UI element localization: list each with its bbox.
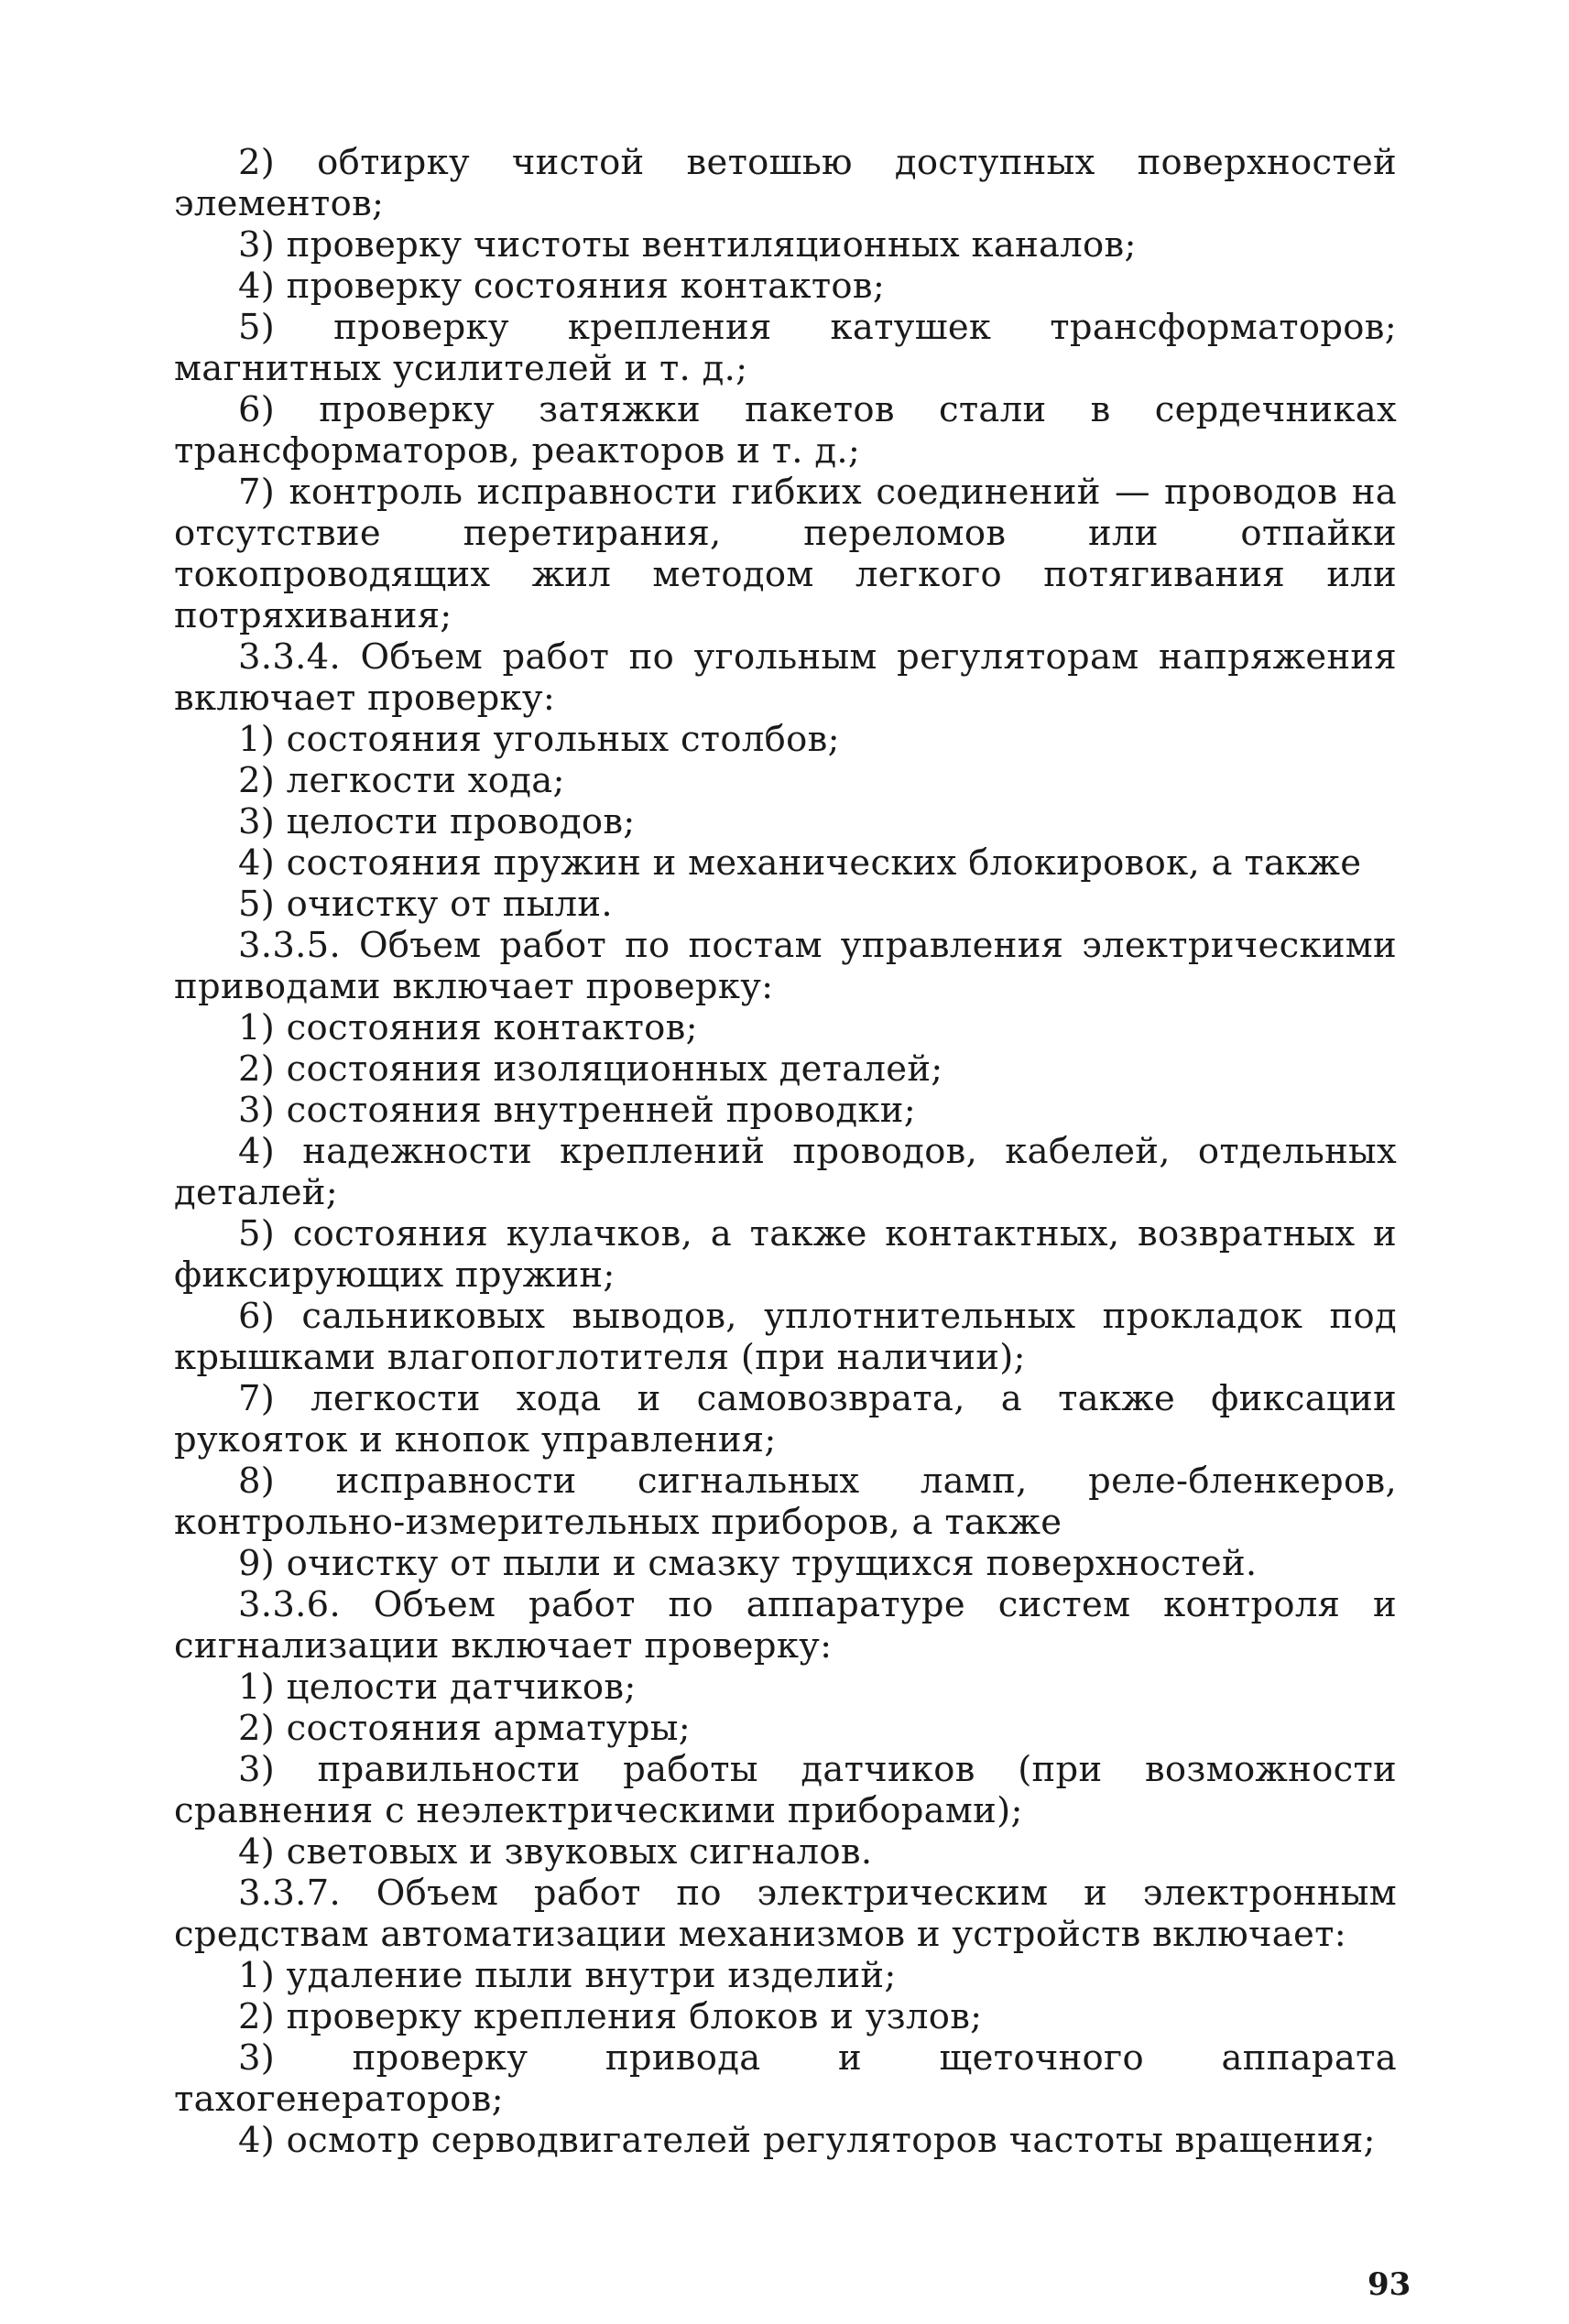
list-item: 2) состояния изоляционных деталей; xyxy=(238,1048,943,1090)
list-item: 9) очистку от пыли и смазку трущихся поверхностей. xyxy=(238,1543,1258,1584)
list-item: 8) исправности сигнальных ламп, реле-бленкеров, контрольно-измерительных приборов, а также xyxy=(174,1461,1397,1543)
list-item: 2) обтирку чистой ветошью доступных поверхностей элементов; xyxy=(174,142,1397,224)
section-paragraph-3-3-5: 3.3.5. Объем работ по постам управления электрическими приводами включает проверку: xyxy=(174,925,1397,1007)
list-item: 2) состояния арматуры; xyxy=(238,1708,691,1749)
list-item: 5) очистку от пыли. xyxy=(238,884,613,925)
list-item: 3) правильности работы датчиков (при возможности сравнения с неэлектрическими приборами); xyxy=(174,1749,1397,1831)
list-item: 1) состояния угольных столбов; xyxy=(238,719,840,760)
list-item: 5) проверку крепления катушек трансформаторов; магнитных усилителей и т. д.; xyxy=(174,307,1397,389)
list-item: 3) проверку привода и щеточного аппарата тахогенераторов; xyxy=(174,2037,1397,2120)
list-item: 7) контроль исправности гибких соединений — проводов на отсутствие перетирания, переломов или отпайки токопроводящих жил методом легкого потягивания или потряхивания; xyxy=(174,472,1397,636)
list-item: 6) сальниковых выводов, уплотнительных прокладок под крышками влагопоглотителя (при наличии); xyxy=(174,1296,1397,1378)
list-item: 5) состояния кулачков, а также контактных, возвратных и фиксирующих пружин; xyxy=(174,1213,1397,1296)
list-item: 1) целости датчиков; xyxy=(238,1667,637,1708)
list-item: 3) состояния внутренней проводки; xyxy=(238,1090,917,1131)
list-item: 4) проверку состояния контактов; xyxy=(238,266,886,307)
list-item: 3) проверку чистоты вентиляционных каналов; xyxy=(238,224,1137,266)
list-item: 4) световых и звуковых сигналов. xyxy=(238,1831,873,1873)
list-item: 7) легкости хода и самовозврата, а также фиксации рукояток и кнопок управления; xyxy=(174,1378,1397,1461)
section-paragraph-3-3-7: 3.3.7. Объем работ по электрическим и электронным средствам автоматизации механизмов и устройств включает: xyxy=(174,1873,1397,1955)
list-item: 4) осмотр серводвигателей регуляторов частоты вращения; xyxy=(238,2120,1376,2161)
page-body xyxy=(174,142,1397,2161)
list-item: 4) надежности креплений проводов, кабелей, отдельных деталей; xyxy=(174,1131,1397,1213)
section-paragraph-3-3-4: 3.3.4. Объем работ по угольным регуляторам напряжения включает проверку: xyxy=(174,636,1397,719)
list-item: 6) проверку затяжки пакетов стали в сердечниках трансформаторов, реакторов и т. д.; xyxy=(174,389,1397,472)
list-item: 1) удаление пыли внутри изделий; xyxy=(238,1955,897,1996)
list-item: 3) целости проводов; xyxy=(238,801,636,842)
page-number: 93 xyxy=(1367,2266,1411,2303)
list-item: 4) состояния пружин и механических блокировок, а также xyxy=(238,842,1362,884)
section-paragraph-3-3-6: 3.3.6. Объем работ по аппаратуре систем контроля и сигнализации включает проверку: xyxy=(174,1584,1397,1667)
list-item: 1) состояния контактов; xyxy=(238,1007,698,1048)
list-item: 2) легкости хода; xyxy=(238,760,565,801)
list-item: 2) проверку крепления блоков и узлов; xyxy=(238,1996,983,2037)
